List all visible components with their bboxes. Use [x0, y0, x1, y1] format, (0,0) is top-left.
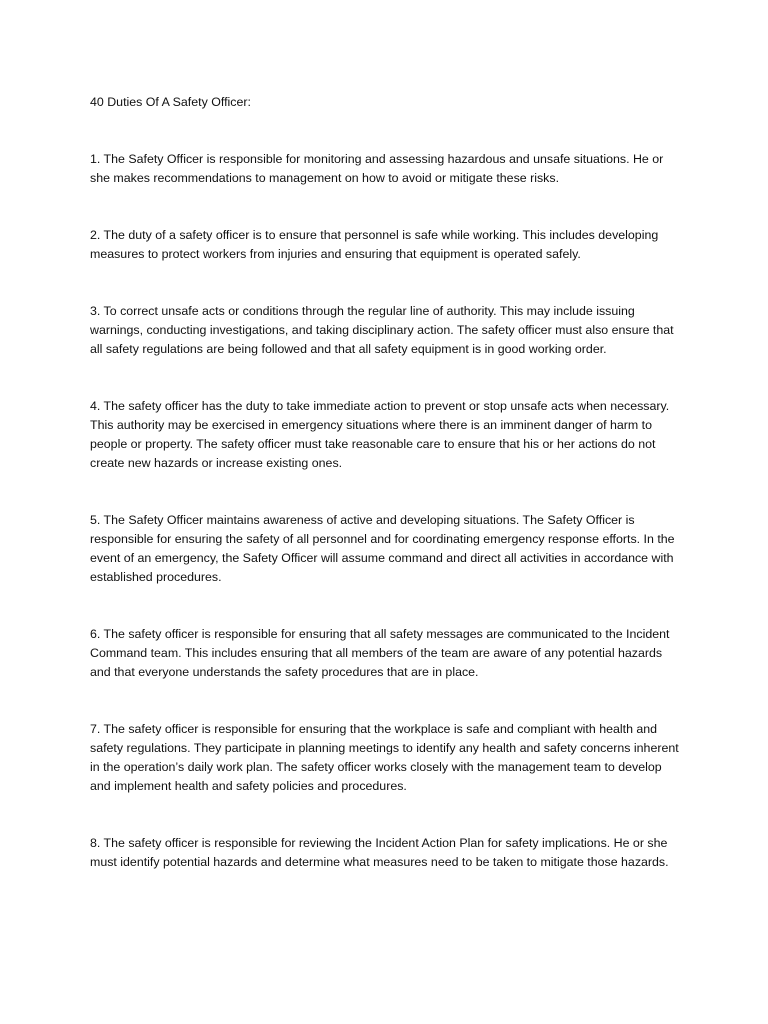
paragraph-2: 2. The duty of a safety officer is to ensure that personnel is safe while working. This includes developing measures to protect workers from injuries and ensuring that equipment is operated safely. [90, 228, 659, 261]
paragraph-4: 4. The safety officer has the duty to take immediate action to prevent or stop unsafe acts when necessary. This authority may be exercised in emergency situations where there is an imminent danger of harm to people or property. The safety officer must take reasonable care to ensure that his or her actions do not create new hazards or increase existing ones. [90, 399, 670, 470]
document-body [90, 93, 680, 910]
paragraph-3: 3. To correct unsafe acts or conditions through the regular line of authority. This may include issuing warnings, conducting investigations, and taking disciplinary action. The safety officer must also ensure that all safety regulations are being followed and that all safety equipment is in good working order. [90, 304, 674, 356]
paragraph-6: 6. The safety officer is responsible for ensuring that all safety messages are communicated to the Incident Command team. This includes ensuring that all members of the team are aware of any potential hazards and that everyone understands the safety procedures that are in place. [90, 627, 670, 679]
paragraph-7: 7. The safety officer is responsible for ensuring that the workplace is safe and compliant with health and safety regulations. They participate in planning meetings to identify any health and safety concerns inherent in the operation’s daily work plan. The safety officer works closely with the management team to develop and implement health and safety policies and procedures. [90, 722, 679, 793]
paragraph-5: 5. The Safety Officer maintains awareness of active and developing situations. The Safety Officer is responsible for ensuring the safety of all personnel and for coordinating emergency response efforts. In the event of an emergency, the Safety Officer will assume command and direct all activities in accordance with established procedures. [90, 513, 675, 584]
document-title: 40 Duties Of A Safety Officer: [90, 95, 251, 109]
paragraph-1: 1. The Safety Officer is responsible for monitoring and assessing hazardous and unsafe situations. He or she makes recommendations to management on how to avoid or mitigate these risks. [90, 152, 664, 185]
paragraph-8: 8. The safety officer is responsible for reviewing the Incident Action Plan for safety implications. He or she must identify potential hazards and determine what measures need to be taken to mitigate those hazards. [90, 836, 669, 869]
